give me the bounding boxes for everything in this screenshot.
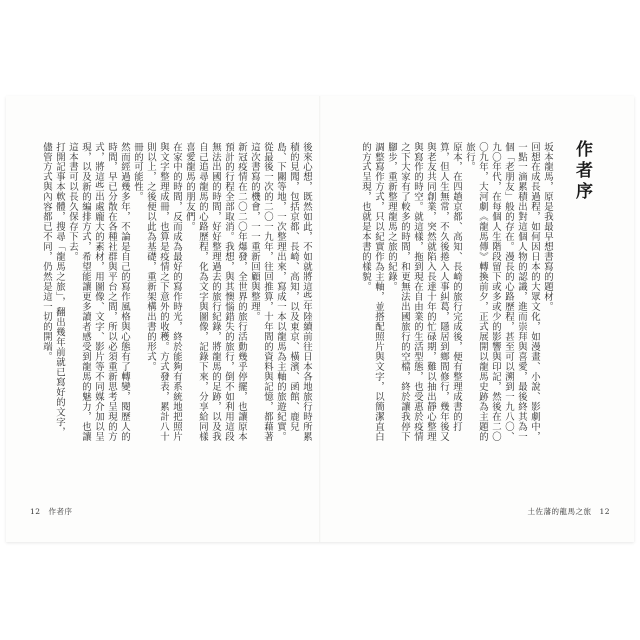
paragraph: 在家中的時間，反而成為最好的寫作時光，終於能夠有系統地把照片與文字整理成冊，也算是疫情之下意外的收穫。方式發表，累計八十則以上，之後便以此為基礎，重新架構出書的形式。: [145, 142, 182, 442]
paragraph: 回想在成長過程，如何因日本的大眾文化，如漫畫、小說、影劇中，一點一滴累積出對這個人物的認識，進而崇拜與喜愛，最後終其為一個「老朋友」般的存在。漫長的心路歷程，甚至可以溯到一九八〇、九〇年代，在每個人生階段留下或多或少的影響與印記，然後在二〇〇九年，大河劇《龍馬傳》轉換前夕，正式展開以龍馬史跡為主題的旅行。: [464, 142, 540, 442]
paragraph: 坂本龍馬，原是我最早想書寫的題材。: [542, 142, 553, 312]
paragraph: 冊的可能性。: [132, 142, 143, 202]
paragraph: 新冠疫情在二〇二〇年爆發，全世界的旅行活動幾乎停擺，也讓原本預計的行程全部取消。我想，與其懊惱錯失的旅行，倒不如利用這段無法出國的時間，好好整理過去的旅行紀錄，將龍馬的足跡，以及我自己追尋龍馬的心路歷程，化為文字與圖像，記錄下來，分享給同樣喜愛龍馬的朋友們。: [184, 142, 247, 442]
left-page-footer: [30, 506, 73, 517]
page-number: 12: [30, 507, 41, 516]
running-head: 作者序: [48, 507, 73, 516]
paragraph: 原本，在四趟京都、高知、長崎的旅行完成後，便有整理成書的打算，但人生無常，不久後捲入人事糾葛，隱居到鄉間修行，幾年後又與老友共同創業，突然就陷入長達十年的忙碌期，難以抽出靜心整理與寫作的時空。就這樣，拖到現在自由業的生活型態，也受惠於疫情之下大家有了較多的時間，和更無法出國旅行的空檔，終於讓我停下腳步，重新整理龍馬之旅的紀錄。: [386, 142, 462, 442]
paragraph: 後來心想，既然如此，不如就將這些年陸續前往日本各地旅行時所累積的見聞，包括京都、長崎、高知，以及東京、橫濱、函館、鹿兒島、下關等地，一次整理出來，寫成一本以龍馬為主軸的旅遊紀實。從最後一次的二〇一九年，往回推算，十年間的資料與記憶，都藉著這次書寫的機會，一一重新回顧與整理。: [249, 142, 312, 442]
chapter-title: 作者序: [572, 140, 592, 203]
paragraph: 然而經過幾多年，不論是自己的寫作風格與心態有了轉變，閱歷人的時間，早已分散在各種社群與平台之間，所以必須重新思考呈現的方式，將這些出處龐大的素材，用圖像、文字、影片等不同媒介加以呈現，以及新的編排方式，希望能讓更多讀者感受到龍馬的魅力，也讓這本書可以長久保存下去。: [67, 142, 130, 442]
right-page-footer: [527, 506, 610, 517]
page-number: 12: [599, 507, 610, 516]
left-page-body: [41, 142, 313, 442]
paragraph: 調整寫作方式，只以紀實作為主軸，並搭配照片與文字，以簡潔直白的方式呈現，也就是本書的樣貌。: [360, 142, 384, 442]
paragraph: 打開記事本軟體，搜尋「龍馬之旅」，翻出幾年前就已寫好的文字，儘管方式與內容都已不同，仍然是這一切的開端。: [41, 142, 65, 438]
running-head: 土佐藩的龍馬之旅: [527, 507, 592, 516]
right-page-body: [320, 142, 554, 442]
